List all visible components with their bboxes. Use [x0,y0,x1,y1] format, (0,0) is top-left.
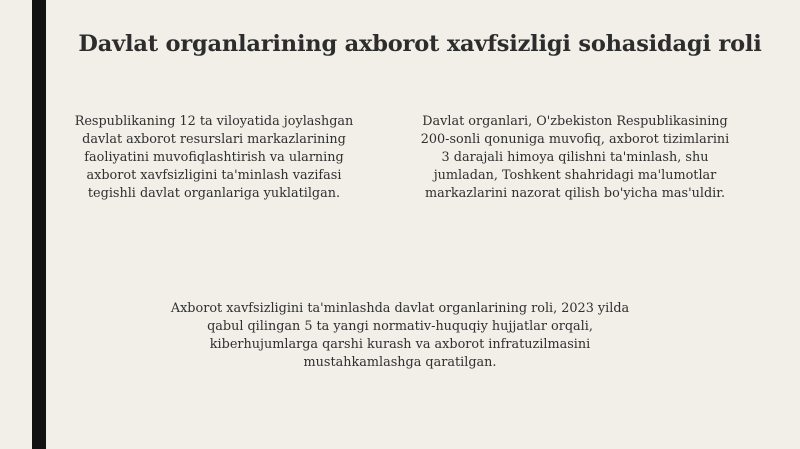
bottom-text-line: Axborot xavfsizligini ta'minlashda davlat organlarining roli, 2023 yilda [170,301,630,316]
left-text-line: axborot xavfsizligini ta'minlash vazifasi [86,168,342,183]
left-accent-bar [32,0,46,449]
right-text-line: markazlarini nazorat qilish bo'yicha mas'uldir. [424,186,726,201]
left-text-line: faoliyatini muvofiqlashtirish va ularning [84,150,344,165]
right-text-line: 200-sonli qonuniga muvofiq, axborot tizimlarini [420,132,730,147]
bottom-text-line: kiberhujumlarga qarshi kurash va axborot infratuzilmasini [209,337,591,352]
bottom-text-line: mustahkamlashga qaratilgan. [303,355,497,370]
bottom-text-line: qabul qilingan 5 ta yangi normativ-huquqiy hujjatlar orqali, [207,319,593,334]
slide-title: Davlat organlarining axborot xavfsizligi sohasidagi roli [78,31,762,57]
right-text-line: jumladan, Toshkent shahridagi ma'lumotlar [433,168,717,183]
right-text-line: 3 darajali himoya qilishni ta'minlash, shu [441,150,709,165]
left-text-line: tegishli davlat organlariga yuklatilgan. [87,186,341,201]
right-text-block [394,113,756,203]
left-text-line: Respublikaning 12 ta viloyatida joylashgan [74,114,354,129]
right-text-line: Davlat organlari, O'zbekiston Respublikasining [422,114,728,129]
bottom-text-block [130,300,670,372]
left-text-line: davlat axborot resurslari markazlarining [82,132,346,147]
left-text-block [54,113,374,203]
